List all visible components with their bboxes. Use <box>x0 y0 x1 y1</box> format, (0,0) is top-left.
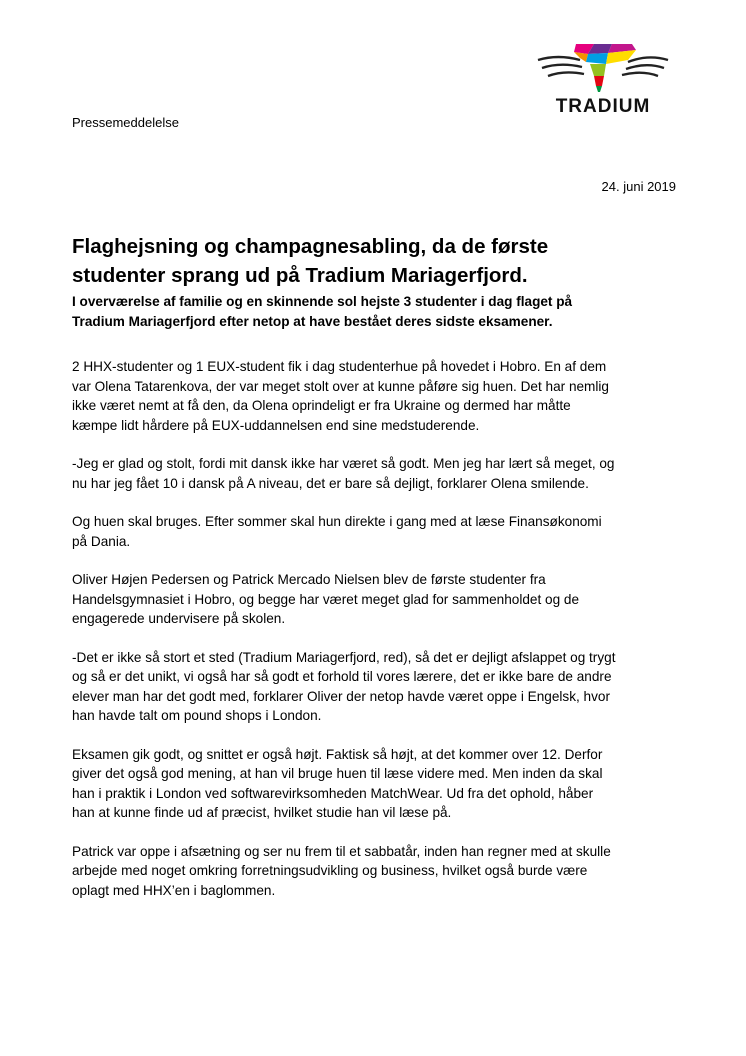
body-paragraph <box>72 842 682 901</box>
body-line: på Dania. <box>72 533 131 549</box>
body-line: han havde talt om pound shops i London. <box>72 708 322 723</box>
body-line: Og huen skal bruges. Efter sommer skal hun direkte i gang med at læse Finansøkonomi <box>72 514 602 529</box>
body-line: var Olena Tatarenkova, der var meget stolt over at kunne påføre sig huen. Det har nemlig <box>72 378 609 394</box>
logo-wordmark: TRADIUM <box>555 96 651 117</box>
body-line: kæmpe lidt hårdere på EUX-uddannelsen end sine medstuderende. <box>72 417 480 433</box>
lead-line: I overværelse af familie og en skinnende sol hejste 3 studenter i dag flaget på <box>72 294 573 309</box>
article-body <box>72 357 682 919</box>
body-line: 2 HHX-studenter og 1 EUX-student fik i dag studenterhue på hovedet i Hobro. En af dem <box>72 359 607 374</box>
body-line: -Jeg er glad og stolt, fordi mit dansk ikke har været så godt. Men jeg har lært så meget, og <box>72 456 615 471</box>
body-line: elever man har det godt med, forklarer Oliver der netop havde været oppe i Engelsk, hvor <box>72 688 610 704</box>
lead-line: Tradium Mariagerfjord efter netop at have bestået deres sidste eksamener. <box>72 314 553 329</box>
body-line: Eksamen gik godt, og snittet er også højt. Faktisk så højt, at det kommer over 12. Derfor <box>72 746 603 762</box>
headline-line: Flaghejsning og champagnesabling, da de første <box>72 235 549 258</box>
tradium-logo-icon <box>536 40 676 100</box>
body-line: han at kunne finde ud af præcist, hvilket studie han vil læse på. <box>72 805 452 820</box>
body-paragraph <box>72 648 682 726</box>
body-paragraph <box>72 512 682 551</box>
body-paragraph <box>72 454 682 493</box>
body-line: oplagt med HHX’en i baglommen. <box>72 882 276 898</box>
body-paragraph <box>72 745 682 823</box>
body-paragraph <box>72 357 682 435</box>
headline-line: studenter sprang ud på Tradium Mariagerfjord. <box>72 264 528 287</box>
document-date: 24. juni 2019 <box>601 179 676 194</box>
body-line: han i praktik i London ved softwarevirksomheden MatchWear. Ud fra det ophold, håber <box>72 785 594 801</box>
body-line: ikke været nemt at få den, da Olena oprindeligt er fra Ukraine og dermed har måtte <box>72 398 571 413</box>
body-line: engagerede undervisere på skolen. <box>72 611 286 626</box>
document-type: Pressemeddelelse <box>72 115 179 130</box>
body-line: -Det er ikke så stort et sted (Tradium Mariagerfjord, red), så det er dejligt afslappet og trygt <box>72 649 616 665</box>
body-line: nu har jeg fået 10 i dansk på A niveau, det er bare så dejligt, forklarer Olena smilende. <box>72 475 589 491</box>
lead-paragraph <box>72 292 682 332</box>
headline <box>72 232 672 290</box>
body-line: arbejde med noget omkring forretningsudvikling og business, hvilket også burde være <box>72 863 588 878</box>
body-line: og så er det unikt, vi også har så godt et forhold til vores lærere, det er ikke bare de andre <box>72 669 612 684</box>
body-paragraph <box>72 570 682 629</box>
tradium-logo <box>536 40 676 120</box>
body-line: Patrick var oppe i afsætning og ser nu frem til et sabbatår, inden han regner med at skulle <box>72 843 611 859</box>
body-line: Oliver Højen Pedersen og Patrick Mercado Nielsen blev de første studenter fra <box>72 572 546 587</box>
body-line: giver det også god mening, at han vil bruge huen til læse videre med. Men inden da skal <box>72 766 603 781</box>
body-line: Handelsgymnasiet i Hobro, og begge har været meget glad for sammenholdet og de <box>72 591 580 607</box>
